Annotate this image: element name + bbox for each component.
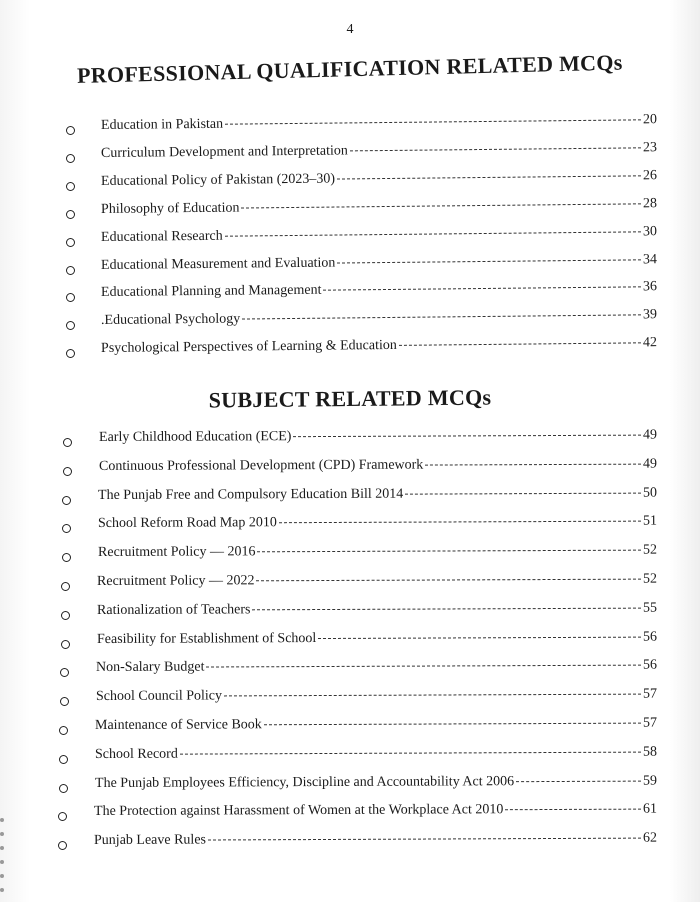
toc-entry[interactable] — [101, 140, 657, 162]
binding-mark — [0, 818, 4, 822]
toc-entry[interactable] — [101, 168, 657, 190]
bullet-circle-icon — [63, 438, 72, 447]
toc-entry[interactable] — [94, 831, 657, 849]
toc-entry-title: Feasibility for Establishment of School — [96, 630, 317, 647]
dotted-leader — [337, 175, 641, 179]
toc-entry-title: School Council Policy — [95, 688, 223, 705]
toc-entry-title: Continuous Professional Development (CPD) Framework — [98, 457, 424, 474]
toc-entry-page: 20 — [642, 112, 658, 128]
binding-mark — [0, 846, 4, 850]
dotted-leader — [224, 694, 641, 697]
dotted-leader — [242, 315, 641, 320]
toc-entry-page: 56 — [642, 657, 658, 674]
bullet-circle-icon — [59, 755, 68, 764]
toc-entry[interactable] — [95, 716, 657, 734]
bullet-circle-icon — [66, 266, 75, 275]
dotted-leader — [257, 550, 641, 553]
toc-entry-title: Educational Measurement and Evaluation — [100, 255, 336, 273]
toc-entry[interactable] — [98, 485, 657, 503]
toc-entry-title: Early Childhood Education (ECE) — [98, 429, 292, 445]
bullet-circle-icon — [62, 553, 71, 562]
toc-entry-title: The Protection against Harassment of Women at the Workplace Act 2010 — [93, 802, 504, 820]
page-number: 4 — [346, 22, 354, 37]
toc-entry[interactable] — [97, 572, 657, 590]
dotted-leader — [256, 579, 641, 582]
toc-entry-page: 55 — [642, 600, 658, 616]
bullet-circle-icon — [60, 668, 69, 677]
toc-entry-page: 61 — [642, 801, 658, 817]
bullet-circle-icon — [58, 841, 67, 850]
dotted-leader — [241, 203, 641, 208]
toc-entry-title: Non-Salary Budget — [95, 659, 205, 676]
toc-entry-page: 26 — [642, 167, 658, 184]
dotted-leader — [399, 343, 641, 347]
toc-entry-page: 59 — [642, 773, 658, 789]
toc-entry-page: 57 — [642, 715, 658, 731]
toc-entry[interactable] — [99, 428, 657, 446]
bullet-circle-icon — [66, 154, 75, 163]
toc-entry-page: 49 — [642, 427, 658, 443]
dotted-leader — [425, 463, 641, 465]
toc-entry[interactable] — [101, 112, 657, 134]
dotted-leader — [208, 838, 641, 841]
toc-entry-page: 51 — [642, 513, 658, 530]
section-heading-professional: PROFESSIONAL QUALIFICATION RELATED MCQs — [76, 49, 623, 88]
toc-entry[interactable] — [101, 280, 657, 302]
bullet-circle-icon — [66, 126, 75, 135]
toc-entry-title: Maintenance of Service Book — [94, 717, 262, 733]
toc-entry-page: 39 — [642, 307, 658, 323]
toc-entry-title: Curriculum Development and Interpretation — [100, 143, 348, 161]
toc-entry-page: 56 — [642, 629, 658, 645]
binding-mark — [0, 874, 4, 878]
bullet-circle-icon — [62, 496, 71, 505]
toc-entry[interactable] — [101, 196, 657, 218]
toc-entry-title: Recruitment Policy — 2016 — [97, 544, 256, 561]
toc-entry-page: 49 — [642, 456, 658, 472]
dotted-leader — [318, 636, 641, 638]
toc-entry-title: Education in Pakistan — [100, 116, 224, 133]
toc-entry-title: School Record — [94, 746, 178, 762]
toc-entry-title: Educational Policy of Pakistan (2023–30) — [100, 171, 336, 189]
bullet-circle-icon — [62, 524, 71, 533]
toc-entry-page: 57 — [642, 686, 658, 702]
binding-mark — [0, 860, 4, 864]
toc-entry[interactable] — [101, 335, 657, 357]
toc-entry-title: The Punjab Free and Compulsory Education Bill 2014 — [97, 486, 404, 503]
binding-mark — [0, 832, 4, 836]
bullet-circle-icon — [63, 467, 72, 476]
toc-entry-page: 42 — [642, 335, 658, 351]
bullet-circle-icon — [66, 293, 75, 302]
toc-entry[interactable] — [98, 543, 657, 561]
toc-entry-page: 23 — [642, 140, 658, 156]
dotted-leader — [252, 607, 641, 610]
bullet-circle-icon — [59, 726, 68, 735]
dotted-leader — [323, 287, 641, 291]
toc-entry-page: 34 — [642, 251, 658, 267]
bullet-circle-icon — [61, 640, 70, 649]
section-heading-subject: SUBJECT RELATED MCQs — [208, 384, 492, 413]
toc-entry-page: 62 — [642, 830, 658, 846]
toc-entry-page: 30 — [642, 223, 658, 239]
toc-entry-page: 52 — [642, 571, 658, 587]
bullet-circle-icon — [61, 611, 70, 620]
bullet-circle-icon — [66, 321, 75, 330]
dotted-leader — [264, 723, 641, 726]
binding-mark — [0, 888, 4, 892]
toc-entry[interactable] — [101, 224, 657, 246]
toc-entry[interactable] — [99, 456, 657, 474]
bullet-circle-icon — [58, 812, 67, 821]
bullet-circle-icon — [66, 349, 75, 358]
toc-entry[interactable] — [95, 773, 657, 791]
dotted-leader — [206, 665, 641, 668]
dotted-leader — [279, 521, 641, 524]
toc-entry-title: School Reform Road Map 2010 — [97, 515, 277, 532]
bullet-circle-icon — [66, 238, 75, 247]
toc-entry[interactable] — [94, 802, 657, 820]
dotted-leader — [293, 435, 641, 438]
dotted-leader — [516, 780, 641, 782]
toc-entry-page: 52 — [642, 542, 658, 558]
toc-entry[interactable] — [97, 629, 657, 647]
toc-entry[interactable] — [101, 307, 657, 329]
toc-entry-title: Psychological Perspectives of Learning & Education — [100, 338, 397, 357]
toc-entry[interactable] — [96, 658, 657, 676]
bullet-circle-icon — [61, 582, 70, 591]
dotted-leader — [505, 809, 641, 811]
toc-entry-title: Educational Research — [100, 228, 223, 245]
toc-entry-title: Punjab Leave Rules — [93, 832, 207, 849]
dotted-leader — [350, 147, 641, 151]
dotted-leader — [225, 231, 641, 236]
dotted-leader — [225, 119, 641, 124]
toc-entry-title: .Educational Psychology — [100, 311, 241, 329]
dotted-leader — [405, 492, 641, 494]
toc-entry[interactable] — [97, 600, 657, 618]
toc-entry-page: 50 — [642, 485, 658, 501]
toc-entry-title: Educational Planning and Management — [100, 283, 322, 301]
bullet-circle-icon — [59, 784, 68, 793]
toc-entry-title: Rationalization of Teachers — [96, 602, 251, 618]
toc-entry[interactable] — [101, 252, 657, 274]
toc-entry[interactable] — [96, 687, 657, 705]
toc-entry-page: 36 — [642, 279, 658, 295]
toc-entry-page: 28 — [642, 195, 658, 212]
toc-entry-title: Recruitment Policy — 2022 — [96, 573, 255, 589]
dotted-leader — [337, 259, 641, 263]
toc-entry-page: 58 — [642, 744, 658, 760]
bullet-circle-icon — [60, 697, 69, 706]
toc-entry-title: Philosophy of Education — [100, 200, 240, 217]
toc-entry-title: The Punjab Employees Efficiency, Discipline and Accountability Act 2006 — [94, 773, 515, 791]
bullet-circle-icon — [66, 210, 75, 219]
dotted-leader — [180, 751, 641, 754]
toc-entry[interactable] — [98, 514, 657, 532]
toc-entry[interactable] — [95, 744, 657, 762]
bullet-circle-icon — [66, 182, 75, 191]
